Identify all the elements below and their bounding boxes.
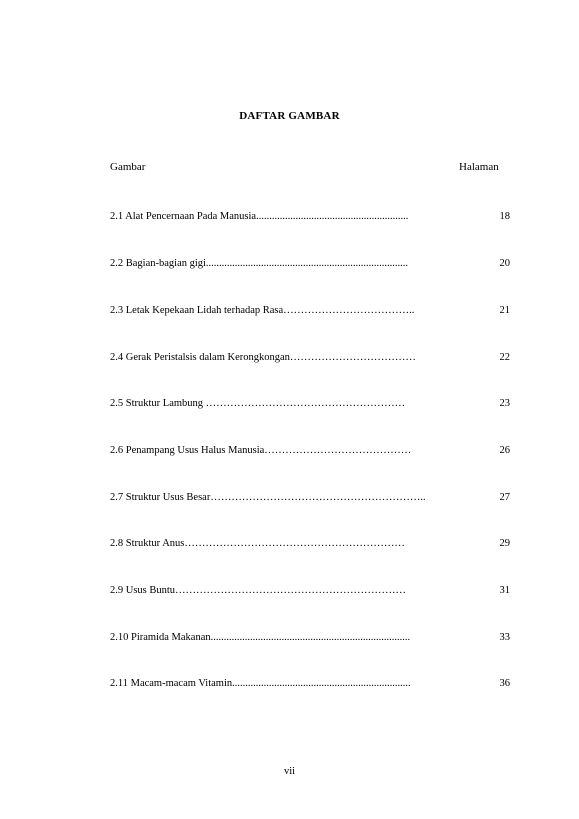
list-item <box>110 491 510 505</box>
page-title: DAFTAR GAMBAR <box>239 110 340 122</box>
list-item <box>110 537 510 551</box>
figure-entry-text: 2.8 Struktur Anus……………………………………………………… <box>110 538 405 549</box>
column-header-figure: Gambar <box>110 161 146 173</box>
list-item <box>110 677 510 691</box>
list-item <box>110 584 510 598</box>
list-item <box>110 304 510 318</box>
list-item <box>110 351 510 365</box>
figure-entry-text: 2.6 Penampang Usus Halus Manusia…………………………………… <box>110 445 412 456</box>
figure-entry-text: 2.7 Struktur Usus Besar…………………………………………………….. <box>110 492 426 503</box>
figure-entry-page: 23 <box>499 398 510 409</box>
list-item <box>110 631 510 645</box>
list-item <box>110 210 510 224</box>
figure-entry-text: 2.2 Bagian-bagian gigi............................................................................. <box>110 258 409 269</box>
list-item <box>110 257 510 271</box>
figure-entry-page: 36 <box>499 678 510 689</box>
figure-entry-page: 33 <box>499 632 510 643</box>
figure-entry-text: 2.4 Gerak Peristalsis dalam Kerongkongan……………………………… <box>110 352 416 363</box>
figure-entry-page: 18 <box>499 211 510 222</box>
figure-entry-page: 27 <box>499 492 510 503</box>
figure-entry-page: 31 <box>499 585 510 596</box>
figure-entry-page: 21 <box>499 305 510 316</box>
figure-entry-page: 20 <box>499 258 510 269</box>
figure-entry-text: 2.9 Usus Buntu………………………………………………………… <box>110 585 407 596</box>
figure-entry-page: 26 <box>499 445 510 456</box>
page-number: vii <box>283 766 296 777</box>
column-header-page: Halaman <box>459 161 499 173</box>
figure-entry-text: 2.5 Struktur Lambung ………………………………………………… <box>110 398 406 409</box>
figure-entry-page: 29 <box>499 538 510 549</box>
figure-entry-text: 2.11 Macam-macam Vitamin.................................................................... <box>110 678 411 689</box>
figure-entry-text: 2.3 Letak Kepekaan Lidah terhadap Rasa……………………………….. <box>110 305 415 316</box>
figure-entry-page: 22 <box>499 352 510 363</box>
list-item <box>110 444 510 458</box>
list-item <box>110 397 510 411</box>
figure-entry-text: 2.10 Piramida Makanan............................................................................ <box>110 632 411 643</box>
figure-entry-text: 2.1 Alat Pencernaan Pada Manusia.......................................................... <box>110 211 409 222</box>
